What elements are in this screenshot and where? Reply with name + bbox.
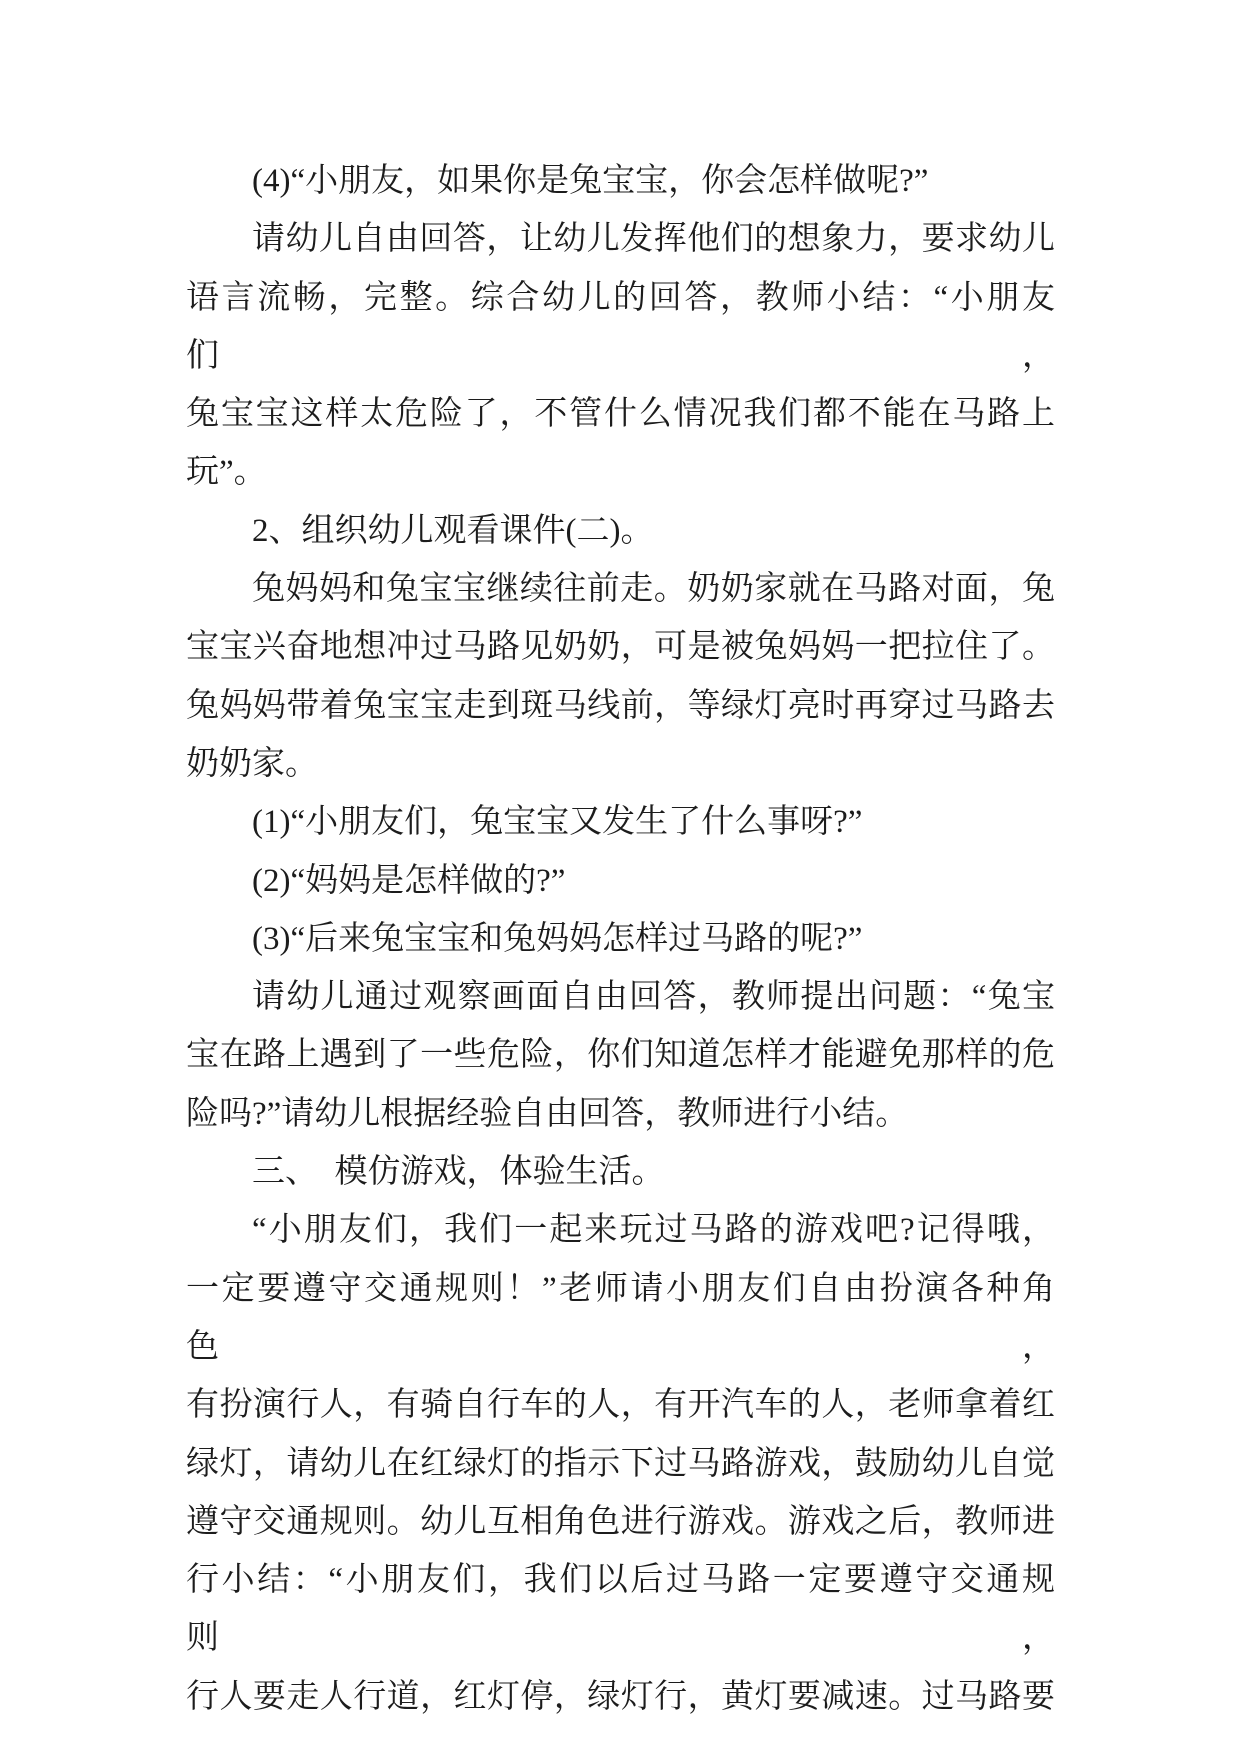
text-line: 兔宝宝这样太危险了，不管什么情况我们都不能在马路上 [186, 396, 1055, 433]
paragraph [186, 1201, 1055, 1726]
text-line: 兔妈妈带着兔宝宝走到斑马线前，等绿灯亮时再穿过马路去 [186, 687, 1055, 724]
paragraph [186, 502, 1055, 560]
paragraph [186, 152, 1055, 210]
text-line: (1)“小朋友们，兔宝宝又发生了什么事呀?” [252, 804, 863, 841]
text-line: 一定要遵守交通规则！”老师请小朋友们自由扮演各种角色， [186, 1270, 1055, 1365]
text-line: 请幼儿通过观察画面自由回答，教师提出问题：“兔宝 [252, 979, 1055, 1016]
text-line: “小朋友们，我们一起来玩过马路的游戏吧?记得哦， [252, 1212, 1055, 1249]
text-line: (4)“小朋友，如果你是兔宝宝，你会怎样做呢?” [252, 163, 929, 199]
text-line: 险吗?”请幼儿根据经验自由回答，教师进行小结。 [186, 1095, 909, 1132]
text-block [186, 152, 1055, 1726]
text-line: 遵守交通规则。幼儿互相角色进行游戏。游戏之后，教师进 [186, 1503, 1055, 1540]
text-line: 奶奶家。 [186, 745, 318, 782]
text-line: 宝在路上遇到了一些危险，你们知道怎样才能避免那样的危 [186, 1037, 1055, 1074]
text-line: 宝宝兴奋地想冲过马路见奶奶，可是被兔妈妈一把拉住了。 [186, 629, 1055, 666]
text-line: 请幼儿自由回答，让幼儿发挥他们的想象力，要求幼儿 [252, 221, 1055, 258]
text-line: 语言流畅，完整。综合幼儿的回答，教师小结：“小朋友们， [186, 279, 1055, 374]
paragraph [186, 968, 1055, 1143]
text-line: (2)“妈妈是怎样做的?” [252, 862, 566, 899]
paragraph [186, 852, 1055, 910]
text-line: 三、 模仿游戏，体验生活。 [252, 1154, 665, 1191]
text-line: 玩”。 [186, 454, 267, 491]
text-line: 绿灯，请幼儿在红绿灯的指示下过马路游戏，鼓励幼儿自觉 [186, 1445, 1055, 1482]
text-line: 有扮演行人，有骑自行车的人，有开汽车的人，老师拿着红 [186, 1387, 1055, 1424]
paragraph [186, 560, 1055, 793]
text-line: 行人要走人行道，红灯停，绿灯行，黄灯要减速。过马路要 [186, 1678, 1055, 1715]
text-line: 兔妈妈和兔宝宝继续往前走。奶奶家就在马路对面，兔 [252, 571, 1055, 608]
paragraph [186, 793, 1055, 851]
text-line: 2、组织幼儿观看课件(二)。 [252, 512, 654, 549]
paragraph [186, 910, 1055, 968]
text-line: (3)“后来兔宝宝和兔妈妈怎样过马路的呢?” [252, 920, 863, 957]
paragraph [186, 210, 1055, 501]
text-line: 行小结：“小朋友们，我们以后过马路一定要遵守交通规则， [186, 1562, 1055, 1657]
paragraph [186, 1143, 1055, 1201]
